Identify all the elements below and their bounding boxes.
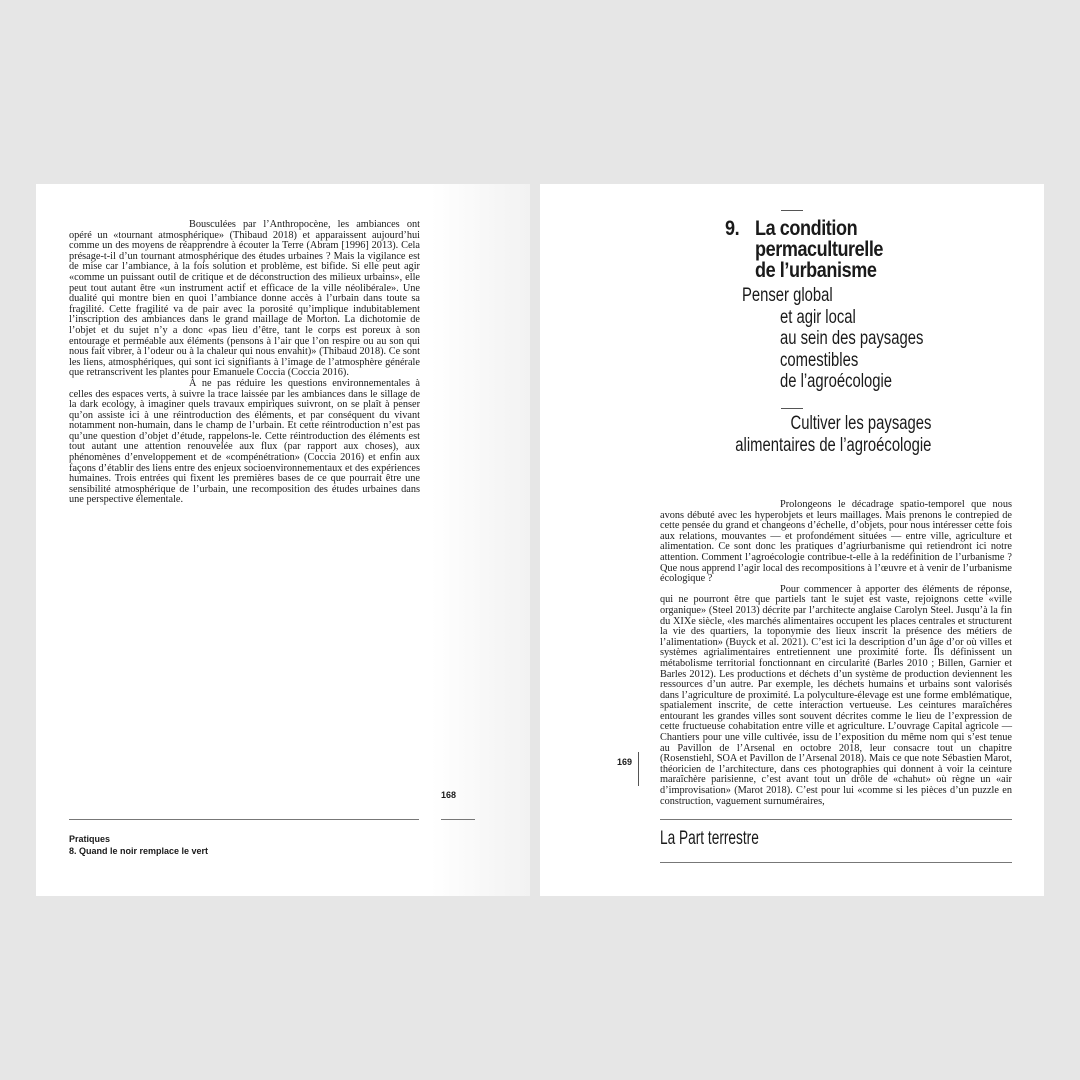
footer-rule-right-top bbox=[660, 819, 1012, 820]
section-title-line-1: Cultiver les paysages bbox=[790, 413, 931, 434]
footer-part: Pratiques bbox=[69, 834, 111, 844]
title-top-rule bbox=[781, 210, 803, 211]
footer-left bbox=[69, 833, 208, 857]
footer-rule-right-bottom bbox=[660, 862, 1012, 863]
right-page bbox=[540, 184, 1044, 896]
subtitle-line-5: de l’agroécologie bbox=[780, 371, 893, 392]
section-top-rule bbox=[781, 408, 803, 409]
right-paragraph-2: Pour commencer à apporter des éléments de réponse, qui ne pourront être que partiels tant le sujet est vaste, rejoignons cette «ville organique» (Steel 2013) décrite par l’architecte anglaise Carolyn Steel. Jusqu’à la fin du XIXe siècle, «les marchés alimentaires occupent les places centrales et structurent la vie des quartiers, la toponymie des lieux inscrit la présence des métiers de l’alimentation» (Buyck et al. 2021). C’est ici la description d’un âge d’or où villes et systèmes agrialimentaires entretiennent une proximité forte. Ils définissent un métabolisme territorial fonctionnant en circularité (Barles 2010 ; Billen, Garnier et Barles 2012). Les productions et déchets d’un système de production deviennent les ressources d’un autre. Par exemple, les déchets humains et urbains sont valorisés dans l’agriculture de proximité. La polyculture-élevage est une forme emblématique, spatialement inscrite, de cette interaction vertueuse. Les ceintures maraîchères entourant les grandes villes sont souvent décrites comme le lieu de l’expression de cette fructueuse cohabitation entre ville et agriculture. L’ouvrage Capital agricole — Chantiers pour une ville cultivée, issu de l’exposition du même nom qui s’est tenue au Pavillon de l’Arsenal en octobre 2018, leur consacre tout un chapitre (Rosenstiehl, SOA et Pavillon de l’Arsenal 2018). Mais ce que note Sébastien Marot, théoricien de l’architecture, dans ces photographies qui donnent à voir la ceinture maraîchère parisienne, c’est avant tout un drôle de «chahut» où règne un «air d’improvisation» (Marot 2018). C’est pour lui «comme si les pièces d’un puzzle en construction, vaguement surnuméraires, bbox=[660, 583, 1012, 807]
footer-rule-folio bbox=[441, 819, 475, 820]
folio-left: 168 bbox=[441, 790, 457, 800]
left-body-text bbox=[69, 220, 420, 506]
chapter-title-line-2: permaculturelle bbox=[755, 238, 884, 261]
left-paragraph-2: À ne pas réduire les questions environnementales à celles des espaces verts, à suivre la trace laissée par les ambiances dans le sillage de la dark ecology, à imaginer quels travaux empiriques suivront, on se plaît à penser qu’on assiste ici à une réintroduction des éléments, et par conséquent du vivant notamment non-humain, dans le champ de l’urbain. Et cette réintroduction n’est pas qu’une question d’objet d’étude, rappelons-le. Cette réintroduction des éléments est tout autant une attention renouvelée aux flux (par rapport aux choses), aux phénomènes d’enveloppement et de «compénétration» (Coccia 2016) et enfin aux façons d’établir des liens entre des enjeux socioenvironnementaux et des expériences humaines. Trois entrées qui fixent les premières bases de ce que pourrait être une sensibilité atmosphérique de l’urbain, une recomposition des études urbaines dans une perspective élementale. bbox=[69, 377, 420, 506]
left-paragraph-1: Bousculées par l’Anthropocène, les ambiances ont opéré un «tournant atmosphérique» (Thibaud 2018) et apparaissent aujourd’hui comme un des moyens de réapprendre à écouter la Terre (Abram [1996] 2013). Cela présage-t-il d’un tournant atmosphérique des études urbaines ? Mais la vigilance est de mise car l’ambiance, à la fois solution et problème, est bifide. Si elle peut agir «comme un puissant outil de critique et de déconstruction des milieux urbains», elle peut tout autant être «un instrument actif et efficace de la ville néolibérale». Une dualité qui montre bien en quoi l’ambiance donne accès à l’urbain dans toute sa fragilité. Cette fragilité va de pair avec la porosité qu’implique indubitablement l’inscription des ambiances dans le grand maillage de Morton. La dichotomie de l’objet et du sujet n’y a donc «pas lieu d’être, tant le corps est poreux à son entourage et perméable aux éléments (pensons à l’air que l’on respire ou au son qui nous fait vibrer, à l’odeur ou à la chaleur qui nous envahit)» (Thibaud 2018). Ce sont les liens, atmosphériques, qui sont ici signifiants à l’image de l’atmosphère générale que retranscrivent les plantes pour Emanuele Coccia (Coccia 2016). bbox=[69, 219, 420, 379]
subtitle-line-1: Penser global bbox=[742, 285, 833, 306]
folio-right: 169 bbox=[617, 757, 633, 767]
subtitle-line-4: comestibles bbox=[780, 349, 859, 371]
chapter-title bbox=[725, 217, 904, 282]
subtitle-line-3: au sein des paysages bbox=[780, 328, 924, 349]
chapter-title-line-3: de l’urbanisme bbox=[755, 259, 877, 282]
chapter-title-line-1: La condition bbox=[755, 217, 858, 240]
right-body-text bbox=[660, 500, 1012, 807]
subtitle-line-2: et agir local bbox=[780, 306, 856, 328]
right-paragraph-1: Prolongeons le décadrage spatio-temporel que nous avons débuté avec les hyperobjets et leurs maillages. Mais prenons le contrepied de cette pensée du grand et changeons d’échelle, d’objets, pour nous intéresser cette fois aux relations, mouvantes — et profondément situées — entre ville, agriculture et alimentation. Ce sont donc les pratiques d’agriurbanisme qui retiendront ici notre attention. Comment l’agroécologie contribue-t-elle à la redéfinition de l’urbanisme ? Que nous apprend l’agir local des recompositions à l’œuvre et à venir de l’urbanisme écologique ? bbox=[660, 499, 1012, 585]
chapter-number: 9. bbox=[725, 217, 740, 240]
folio-vertical-rule bbox=[638, 752, 639, 786]
footer-rule-left bbox=[69, 819, 419, 820]
left-page bbox=[36, 184, 530, 896]
footer-chapter: 8. Quand le noir remplace le vert bbox=[69, 846, 209, 856]
running-head: La Part terrestre bbox=[660, 828, 759, 849]
chapter-subtitle bbox=[742, 285, 964, 393]
section-title bbox=[680, 413, 931, 456]
section-title-line-2: alimentaires de l’agroécologie bbox=[734, 434, 931, 456]
